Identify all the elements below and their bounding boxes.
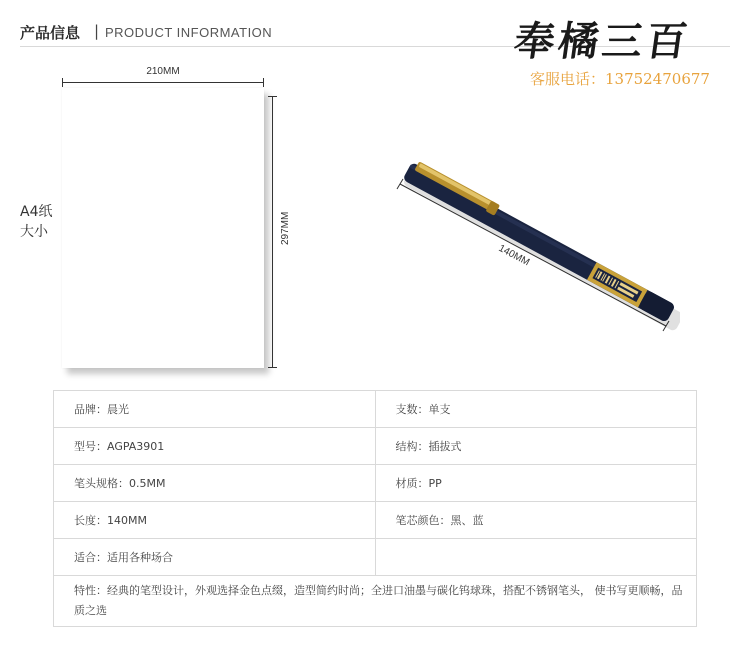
paper-width-label: 210MM xyxy=(146,66,180,77)
brand-logo-text: 奉橘三百 xyxy=(511,18,694,65)
spec-ink-color: 笔芯颜色：黑、蓝 xyxy=(375,502,697,539)
pen-body xyxy=(401,158,680,331)
paper-height-dimension-line xyxy=(272,96,273,368)
dimension-tick xyxy=(62,78,63,87)
paper-caption-line1: A4纸 xyxy=(20,204,53,220)
spec-empty-cell xyxy=(375,539,697,576)
table-row xyxy=(54,576,697,627)
spec-suitable: 适合：适用各种场合 xyxy=(54,539,376,576)
spec-length: 长度：140MM xyxy=(54,502,376,539)
spec-count: 支数：单支 xyxy=(375,391,697,428)
table-row xyxy=(54,465,697,502)
product-spec-table xyxy=(53,390,697,627)
dimension-tick xyxy=(263,78,264,87)
table-row xyxy=(54,391,697,428)
a4-paper-illustration xyxy=(62,88,264,368)
spec-features: 特性：经典的笔型设计，外观选择金色点缀，造型简约时尚；全进口油墨与碳化钨球珠，搭配不锈钢笔头， 使书写更顺畅，品质之选 xyxy=(54,576,697,627)
spec-structure: 结构：插拔式 xyxy=(375,428,697,465)
paper-size-caption xyxy=(20,202,64,242)
customer-service-phone: 客服电话：13752470677 xyxy=(530,70,710,88)
pen-illustration xyxy=(390,140,680,340)
spec-tip-size: 笔头规格：0.5MM xyxy=(54,465,376,502)
table-row xyxy=(54,539,697,576)
paper-caption-line2: 大小 xyxy=(20,224,48,240)
spec-material: 材质：PP xyxy=(375,465,697,502)
dimension-tick xyxy=(268,96,277,97)
paper-height-label: 297MM xyxy=(280,211,291,245)
section-title-en: PRODUCT INFORMATION xyxy=(105,25,273,40)
spec-brand: 品牌：晨光 xyxy=(54,391,376,428)
title-separator: | xyxy=(94,22,100,40)
spec-model: 型号：AGPA3901 xyxy=(54,428,376,465)
dimension-tick xyxy=(268,367,277,368)
table-row xyxy=(54,428,697,465)
paper-width-dimension-line xyxy=(62,82,264,83)
pen-length-label: 140MM xyxy=(496,242,532,269)
section-title-cn: 产品信息 xyxy=(20,24,81,42)
table-row xyxy=(54,502,697,539)
